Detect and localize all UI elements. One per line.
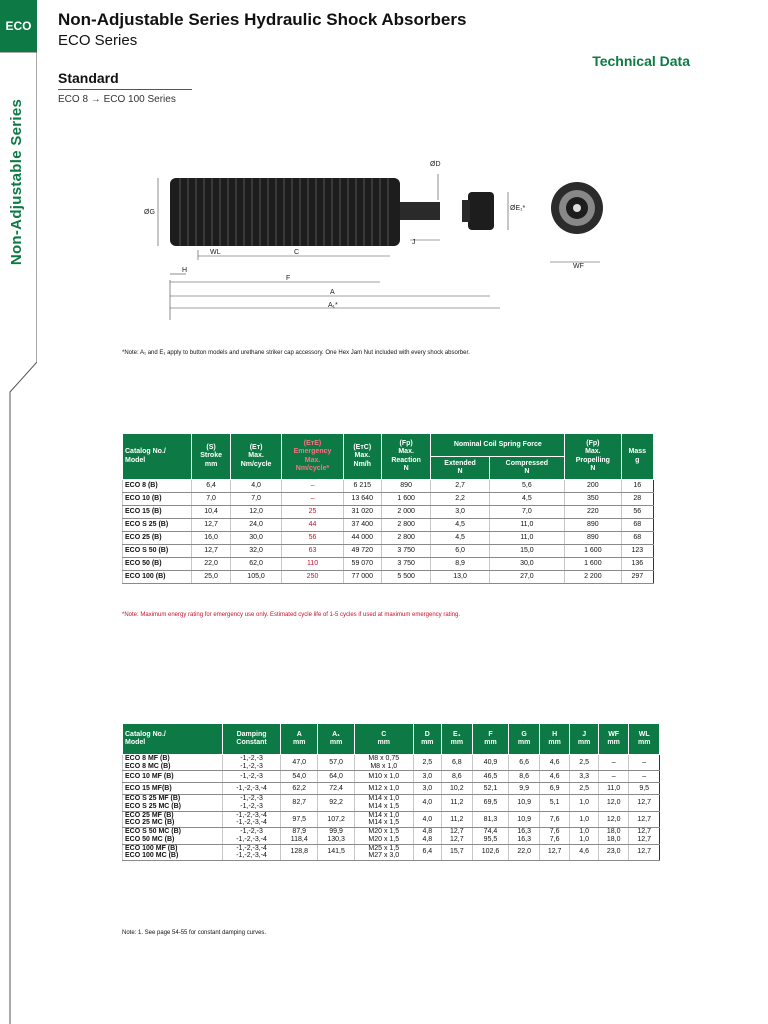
emergency-note: *Note: Maximum energy rating for emergency use only. Estimated cycle life of 1-5 cycles if used at maximum emergency rating. [122, 612, 461, 618]
cell-stroke: 25,0 [192, 571, 231, 584]
col-c: C mm [355, 724, 414, 755]
col-mass: Mass g [621, 434, 653, 480]
col-reaction: (Fp) Max. Reaction N [381, 434, 431, 480]
cell-model: ECO 25 MF (B) ECO 25 MC (B) [123, 811, 223, 827]
cell-model: ECO 100 (B) [123, 571, 192, 584]
cell-model: ECO 25 (B) [123, 532, 192, 545]
cell-j: 2,5 [570, 755, 599, 771]
cell-g: 16,3 16,3 [509, 828, 539, 844]
svg-text:A: A [330, 289, 335, 296]
cell-damping: -1,-2,-3,-4 [222, 783, 280, 795]
table-row [123, 480, 654, 493]
cell-wl: 12,7 12,7 [629, 828, 660, 844]
table-row [123, 558, 654, 571]
cell-damping: -1,-2,-3 -1,-2,-3,-4 [222, 828, 280, 844]
cell-a1: 57,0 [318, 755, 355, 771]
cell-etc: 31 020 [343, 506, 381, 519]
cell-mass: 297 [621, 571, 653, 584]
col-energy-hour: (EᴛC) Max. Nm/h [343, 434, 381, 480]
col-energy-cycle: (Eᴛ) Max. Nm/cycle [230, 434, 281, 480]
col-stroke: (S) Stroke mm [192, 434, 231, 480]
cell-et: 105,0 [230, 571, 281, 584]
cell-e1: 10,2 [442, 783, 472, 795]
cell-ete: 56 [282, 532, 343, 545]
cell-model: ECO 10 (B) [123, 493, 192, 506]
cell-h: 6,9 [539, 783, 569, 795]
cell-ext: 2,7 [431, 480, 489, 493]
section-rule [58, 89, 192, 90]
cell-model: ECO 8 MF (B) ECO 8 MC (B) [123, 755, 223, 771]
cell-wf: 12,0 [598, 811, 628, 827]
table-row [123, 795, 660, 811]
col-d: D mm [413, 724, 442, 755]
cell-f: 102,6 [472, 844, 509, 860]
cell-et: 62,0 [230, 558, 281, 571]
cell-d: 2,5 [413, 755, 442, 771]
page-subtitle: ECO Series [58, 32, 138, 49]
cell-model: ECO 15 MF(B) [123, 783, 223, 795]
cell-e1: 11,2 [442, 795, 472, 811]
cell-g: 9,9 [509, 783, 539, 795]
cell-h: 5,1 [539, 795, 569, 811]
cell-fd: 2 200 [565, 571, 621, 584]
cell-a: 82,7 [281, 795, 318, 811]
col-compressed: Compressed N [489, 457, 565, 480]
cell-fd: 220 [565, 506, 621, 519]
cell-ext: 4,5 [431, 519, 489, 532]
table-row [123, 783, 660, 795]
cell-et: 32,0 [230, 545, 281, 558]
col-damping: Damping Constant [222, 724, 280, 755]
cell-et: 4,0 [230, 480, 281, 493]
cell-ete: 25 [282, 506, 343, 519]
cell-wl: – [629, 755, 660, 771]
cell-mass: 68 [621, 532, 653, 545]
cell-fd: 890 [565, 519, 621, 532]
cell-fp: 2 000 [381, 506, 431, 519]
cell-fd: 200 [565, 480, 621, 493]
svg-text:J: J [412, 239, 416, 246]
cell-e1: 8,6 [442, 771, 472, 783]
cell-et: 30,0 [230, 532, 281, 545]
cell-c: M12 x 1,0 [355, 783, 414, 795]
cell-damping: -1,-2,-3 -1,-2,-3 [222, 755, 280, 771]
cell-a1: 107,2 [318, 811, 355, 827]
cell-j: 1,0 1,0 [570, 828, 599, 844]
table-row [123, 844, 660, 860]
table-row [123, 828, 660, 844]
cell-stroke: 22,0 [192, 558, 231, 571]
table-header-row [123, 724, 660, 755]
performance-table-body [123, 480, 654, 584]
cell-wl: 12,7 [629, 795, 660, 811]
cell-mass: 28 [621, 493, 653, 506]
cell-a1: 141,5 [318, 844, 355, 860]
col-a1: A₁ mm [318, 724, 355, 755]
col-a: A mm [281, 724, 318, 755]
diagram-note: *Note: A₁ and E₁ apply to button models and urethane striker cap accessory. One Hex Jam Nut included with every shock absorber. [122, 350, 470, 356]
cell-h: 4,6 [539, 771, 569, 783]
cell-model: ECO S 50 MC (B) ECO 50 MC (B) [123, 828, 223, 844]
cell-ext: 8,9 [431, 558, 489, 571]
cell-g: 22,0 [509, 844, 539, 860]
cell-d: 3,0 [413, 783, 442, 795]
cell-f: 46,5 [472, 771, 509, 783]
cell-ext: 6,0 [431, 545, 489, 558]
cell-fp: 1 600 [381, 493, 431, 506]
table-row [123, 571, 654, 584]
cell-d: 6,4 [413, 844, 442, 860]
cell-mass: 56 [621, 506, 653, 519]
cell-ete: – [282, 480, 343, 493]
col-spring-group: Nominal Coil Spring Force [431, 434, 565, 457]
table-row [123, 493, 654, 506]
cell-etc: 49 720 [343, 545, 381, 558]
cell-a: 47,0 [281, 755, 318, 771]
cell-mass: 123 [621, 545, 653, 558]
cell-et: 7,0 [230, 493, 281, 506]
cell-damping: -1,-2,-3,-4 -1,-2,-3,-4 [222, 811, 280, 827]
cell-a1: 99,9 130,3 [318, 828, 355, 844]
cell-etc: 37 400 [343, 519, 381, 532]
cell-ext: 3,0 [431, 506, 489, 519]
table-row [123, 532, 654, 545]
cell-ete: – [282, 493, 343, 506]
cell-stroke: 12,7 [192, 545, 231, 558]
cell-stroke: 12,7 [192, 519, 231, 532]
cell-model: ECO S 50 (B) [123, 545, 192, 558]
cell-comp: 7,0 [489, 506, 565, 519]
table-row [123, 545, 654, 558]
side-label: Non-Adjustable Series [8, 98, 25, 266]
cell-et: 24,0 [230, 519, 281, 532]
cell-model: ECO 15 (B) [123, 506, 192, 519]
cell-etc: 6 215 [343, 480, 381, 493]
cell-fd: 350 [565, 493, 621, 506]
cell-g: 10,9 [509, 795, 539, 811]
cell-etc: 77 000 [343, 571, 381, 584]
col-model: Catalog No./ Model [123, 434, 192, 480]
cell-mass: 16 [621, 480, 653, 493]
cell-f: 74,4 95,5 [472, 828, 509, 844]
cell-a1: 92,2 [318, 795, 355, 811]
cell-fd: 1 600 [565, 545, 621, 558]
cell-wf: 23,0 [598, 844, 628, 860]
cell-j: 4,6 [570, 844, 599, 860]
cell-model: ECO 8 (B) [123, 480, 192, 493]
shock-absorber-drawing [140, 150, 620, 330]
cell-d: 4,0 [413, 811, 442, 827]
cell-comp: 5,6 [489, 480, 565, 493]
cell-j: 1,0 [570, 811, 599, 827]
cell-stroke: 10,4 [192, 506, 231, 519]
cell-damping: -1,-2,-3,-4 -1,-2,-3,-4 [222, 844, 280, 860]
col-model: Catalog No./ Model [123, 724, 223, 755]
col-f: F mm [472, 724, 509, 755]
table-header-row [123, 434, 654, 457]
cell-wf: – [598, 755, 628, 771]
col-wf: WF mm [598, 724, 628, 755]
page-title: Non-Adjustable Series Hydraulic Shock Absorbers [58, 10, 467, 29]
cell-stroke: 16,0 [192, 532, 231, 545]
svg-text:ØD: ØD [430, 161, 441, 168]
cell-fd: 1 600 [565, 558, 621, 571]
cell-mass: 136 [621, 558, 653, 571]
col-h: H mm [539, 724, 569, 755]
cell-e1: 11,2 [442, 811, 472, 827]
cell-model: ECO 100 MF (B) ECO 100 MC (B) [123, 844, 223, 860]
cell-d: 4,8 4,8 [413, 828, 442, 844]
cell-comp: 4,5 [489, 493, 565, 506]
cell-d: 3,0 [413, 771, 442, 783]
cell-ext: 2,2 [431, 493, 489, 506]
table-row [123, 771, 660, 783]
cell-c: M14 x 1,0 M14 x 1,5 [355, 811, 414, 827]
cell-wf: – [598, 771, 628, 783]
cell-j: 1,0 [570, 795, 599, 811]
svg-text:H: H [182, 267, 188, 274]
cell-h: 4,6 [539, 755, 569, 771]
cell-fp: 3 750 [381, 558, 431, 571]
svg-text:ØE₁*: ØE₁* [510, 205, 526, 212]
cell-a: 128,8 [281, 844, 318, 860]
cell-fd: 890 [565, 532, 621, 545]
table-row [123, 811, 660, 827]
svg-text:WF: WF [573, 263, 584, 270]
cell-e1: 12,7 12,7 [442, 828, 472, 844]
cell-a: 87,9 118,4 [281, 828, 318, 844]
cell-f: 81,3 [472, 811, 509, 827]
cell-f: 69,5 [472, 795, 509, 811]
col-propelling: (Fp) Max. Propelling N [565, 434, 621, 480]
cell-ete: 63 [282, 545, 343, 558]
cell-wl: – [629, 771, 660, 783]
col-extended: Extended N [431, 457, 489, 480]
cell-et: 12,0 [230, 506, 281, 519]
cell-a: 97,5 [281, 811, 318, 827]
cell-ete: 110 [282, 558, 343, 571]
cell-h: 12,7 [539, 844, 569, 860]
cell-c: M25 x 1,5 M27 x 3,0 [355, 844, 414, 860]
cell-ete: 44 [282, 519, 343, 532]
svg-text:F: F [286, 275, 291, 282]
damping-note: Note: 1. See page 54-55 for constant damping curves. [122, 930, 267, 936]
cell-ext: 13,0 [431, 571, 489, 584]
cell-fp: 890 [381, 480, 431, 493]
cell-fp: 5 500 [381, 571, 431, 584]
cell-g: 6,6 [509, 755, 539, 771]
cell-comp: 11,0 [489, 519, 565, 532]
cell-a: 62,2 [281, 783, 318, 795]
cell-model: ECO 50 (B) [123, 558, 192, 571]
cell-j: 2,5 [570, 783, 599, 795]
svg-text:A₁*: A₁* [328, 302, 338, 309]
cell-d: 4,0 [413, 795, 442, 811]
cell-comp: 11,0 [489, 532, 565, 545]
table-row [123, 506, 654, 519]
table-row [123, 519, 654, 532]
cell-etc: 59 070 [343, 558, 381, 571]
col-g: G mm [509, 724, 539, 755]
cell-h: 7,6 7,6 [539, 828, 569, 844]
cell-mass: 68 [621, 519, 653, 532]
svg-text:WL: WL [210, 249, 221, 256]
cell-fp: 3 750 [381, 545, 431, 558]
cell-wf: 12,0 [598, 795, 628, 811]
cell-g: 10,9 [509, 811, 539, 827]
col-wl: WL mm [629, 724, 660, 755]
col-emergency: (EᴛE) Emergency Max. Nm/cycle* [282, 434, 343, 480]
cell-h: 7,6 [539, 811, 569, 827]
svg-text:C: C [294, 249, 300, 256]
cell-fp: 2 800 [381, 532, 431, 545]
cell-c: M20 x 1,5 M20 x 1,5 [355, 828, 414, 844]
cell-g: 8,6 [509, 771, 539, 783]
series-range: ECO 8 → ECO 100 Series [58, 94, 176, 105]
cell-damping: -1,-2,-3 -1,-2,-3 [222, 795, 280, 811]
cell-comp: 15,0 [489, 545, 565, 558]
performance-table [122, 433, 654, 584]
cell-ext: 4,5 [431, 532, 489, 545]
dimensions-table-body [123, 755, 660, 861]
svg-text:ØG: ØG [144, 209, 155, 216]
cell-model: ECO S 25 MF (B) ECO S 25 MC (B) [123, 795, 223, 811]
col-e1: E₁ mm [442, 724, 472, 755]
cell-f: 40,9 [472, 755, 509, 771]
cell-wf: 18,0 18,0 [598, 828, 628, 844]
cell-etc: 13 640 [343, 493, 381, 506]
cell-a1: 64,0 [318, 771, 355, 783]
cell-e1: 15,7 [442, 844, 472, 860]
technical-data-label: Technical Data [592, 53, 690, 69]
cell-comp: 27,0 [489, 571, 565, 584]
cell-wl: 9,5 [629, 783, 660, 795]
cell-etc: 44 000 [343, 532, 381, 545]
section-tab: ECO [0, 0, 37, 52]
cell-stroke: 6,4 [192, 480, 231, 493]
cell-damping: -1,-2,-3 [222, 771, 280, 783]
section-title: Standard [58, 70, 119, 86]
cell-wl: 12,7 [629, 811, 660, 827]
cell-c: M8 x 0,75 M8 x 1,0 [355, 755, 414, 771]
cell-c: M14 x 1,0 M14 x 1,5 [355, 795, 414, 811]
table-row [123, 755, 660, 771]
cell-comp: 30,0 [489, 558, 565, 571]
dimensions-table [122, 723, 660, 861]
cell-a: 54,0 [281, 771, 318, 783]
cell-stroke: 7,0 [192, 493, 231, 506]
cell-model: ECO S 25 (B) [123, 519, 192, 532]
cell-model: ECO 10 MF (B) [123, 771, 223, 783]
cell-wl: 12,7 [629, 844, 660, 860]
cell-fp: 2 800 [381, 519, 431, 532]
cell-ete: 250 [282, 571, 343, 584]
cell-c: M10 x 1,0 [355, 771, 414, 783]
cell-j: 3,3 [570, 771, 599, 783]
col-j: J mm [570, 724, 599, 755]
cell-e1: 6,8 [442, 755, 472, 771]
cell-wf: 11,0 [598, 783, 628, 795]
cell-f: 52,1 [472, 783, 509, 795]
cell-a1: 72,4 [318, 783, 355, 795]
